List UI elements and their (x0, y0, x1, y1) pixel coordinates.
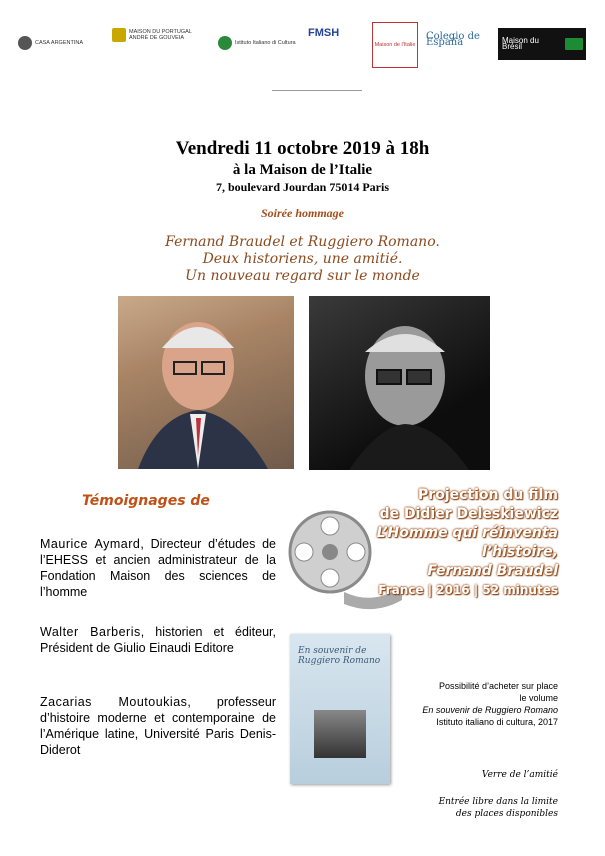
person-name: Zacarias Moutoukias (40, 695, 188, 709)
person-desc: , professeur d’histoire moderne et contemporaine de l’Amérique latine, Université Paris Denis-Diderot (40, 695, 276, 757)
event-type: Soirée hommage (261, 206, 344, 220)
casa-argentina-logo: CASA ARGENTINA (18, 36, 88, 50)
film-title: Fernand Braudel (427, 563, 558, 579)
testimony-item (40, 536, 276, 600)
event-venue: à la Maison de l’Italie (232, 162, 373, 178)
title-line: Un nouveau regard sur le monde (185, 268, 420, 284)
instituto-italiano-logo: Istituto Italiano di Cultura (218, 36, 302, 50)
film-title: L’Homme qui réinventa (376, 525, 558, 541)
entry-note: Entrée libre dans la limite des places disponibles (438, 797, 558, 819)
building-logo (272, 68, 362, 91)
person-name: Walter Barberis (40, 625, 141, 639)
book-cover-title: En souvenir de Ruggiero Romano (298, 646, 381, 666)
film-title: l’histoire, (481, 544, 558, 560)
film-block (290, 486, 558, 600)
title-line: Deux historiens, une amitié. (202, 251, 403, 267)
event-address: 7, boulevard Jourdan 75014 Paris (215, 180, 389, 194)
person-desc: , historien et éditeur, Président de Giulio Einaudi Editore (40, 625, 276, 655)
colegio-espana-logo: Colegio de España (426, 31, 480, 48)
reception-note: Verre de l’amitié (481, 770, 558, 780)
book-purchase: Possibilité d’acheter sur place le volume En souvenir de Ruggiero Romano Istituto italiano di cultura, 2017 (422, 681, 558, 727)
testimony-item (40, 624, 276, 656)
partner-logos (18, 22, 588, 78)
maison-portugal-logo: MAISON DU PORTUGAL ANDRÉ DE GOUVEIA (112, 28, 202, 42)
braudel-photo (118, 296, 294, 469)
person-name: Maurice Aymard (40, 537, 141, 551)
film-meta: France | 2016 | 52 minutes (378, 583, 558, 597)
event-title (0, 234, 605, 285)
maison-italie-logo: Maison de l'Italie (372, 22, 418, 68)
book-cover-photo (314, 710, 366, 758)
testimony-item (40, 694, 276, 758)
event-date: Vendredi 11 octobre 2019 à 18h (175, 138, 430, 159)
testimonies-heading: Témoignages de (82, 493, 210, 509)
fmsh-logo: FMSH (308, 27, 340, 39)
title-line: Fernand Braudel et Ruggiero Romano. (165, 234, 440, 250)
person-desc: , Directeur d’études de l’EHESS et ancien administrateur de la Fondation Maison des sciences de l’homme (40, 537, 276, 599)
film-line: de Didier Deleskiewicz (379, 506, 558, 522)
maison-bresil-logo: Maison du Brésil (498, 28, 586, 60)
romano-photo (309, 296, 490, 470)
film-line: Projection du film (418, 487, 558, 503)
